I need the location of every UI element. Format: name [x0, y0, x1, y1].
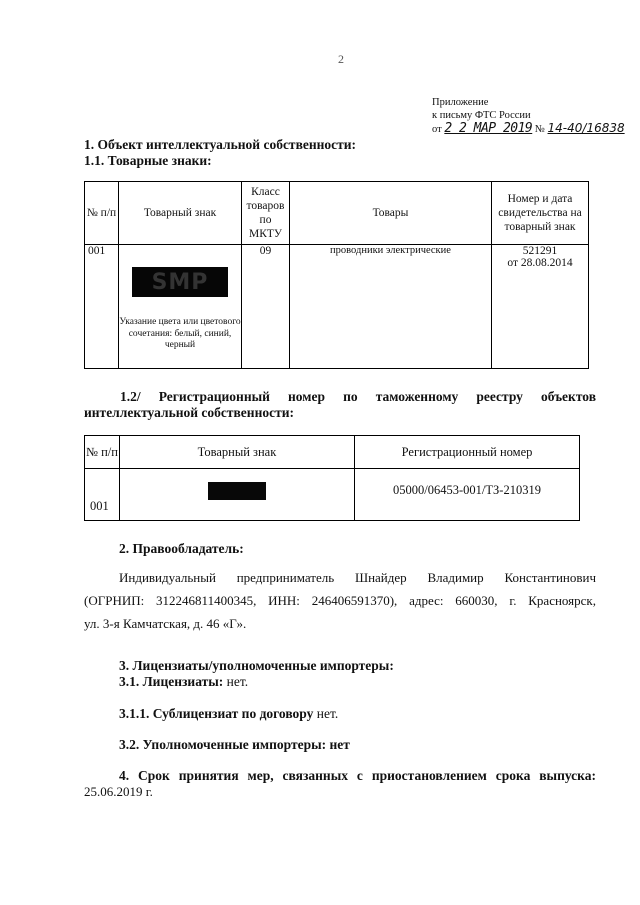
table-header-row — [85, 436, 580, 469]
section4-title: 4. Срок принятия мер, связанных с приостановлением срока выпуска: — [119, 768, 596, 783]
section12-title-line1 — [120, 389, 596, 405]
sublicensee-value: нет. — [313, 706, 339, 721]
licensees-label: 3.1. Лицензиаты: — [119, 674, 224, 689]
trademark-logo — [132, 267, 228, 297]
header-num: № п/п — [85, 182, 119, 245]
rightholder-line2: (ОГРНИП: 312246811400345, ИНН: 246406591370), адрес: 660030, г. Красноярск, — [84, 593, 596, 608]
trademark-cell — [119, 245, 242, 369]
number-prefix: № — [534, 124, 545, 135]
trademarks-table — [84, 181, 589, 369]
certificate-cell — [492, 245, 589, 369]
licensees-value: нет. — [223, 674, 249, 689]
header-certificate: Номер и дата свидетельства на товарный знак — [492, 182, 589, 245]
row-num: 001 — [85, 469, 120, 521]
certificate-date: от 28.08.2014 — [507, 257, 573, 269]
letter-number: 14-40/16838 — [547, 121, 625, 135]
appendix-title: Приложение — [432, 97, 489, 108]
section4-date: 25.06.2019 г. — [84, 784, 153, 799]
header-goods: Товары — [290, 182, 492, 245]
sublicensee-label: 3.1.1. Сублицензиат по договору — [119, 706, 314, 721]
table-header-row — [85, 182, 589, 245]
row-num: 001 — [85, 245, 119, 369]
rightholder-line3: ул. 3-я Камчатская, д. 46 «Г». — [84, 616, 247, 631]
rightholder-text — [84, 566, 596, 635]
header-trademark: Товарный знак — [120, 436, 355, 469]
date-stamp: 2 2 МАР 2019 — [444, 121, 533, 136]
importers-line — [119, 737, 350, 753]
appendix-letter-ref: к письму ФТС России — [432, 110, 531, 121]
section2-title: 2. Правообладатель: — [119, 541, 244, 556]
section12-title-text: 1.2/ Регистрационный номер по таможенному реестру объектов — [120, 389, 596, 404]
class-cell: 09 — [242, 245, 290, 369]
reg-number-cell: 05000/06453-001/ТЗ-210319 — [355, 469, 580, 521]
section12-title — [84, 389, 596, 405]
licensees-line — [119, 674, 248, 690]
trademark-cell — [120, 469, 355, 521]
table-row — [85, 245, 589, 369]
header-class: Класс товаров по МКТУ — [242, 182, 290, 245]
sublicensee-line — [119, 706, 338, 722]
header-trademark: Товарный знак — [119, 182, 242, 245]
trademark-image — [208, 482, 266, 500]
trademark-logo-text: SMP — [151, 269, 209, 295]
section12-title-line2: интеллектуальной собственности: — [84, 405, 294, 420]
goods-cell: проводники электрические — [290, 245, 492, 369]
certificate-number: 521291 — [522, 245, 558, 257]
section1-subtitle: 1.1. Товарные знаки: — [84, 153, 212, 168]
importers-value: нет — [326, 737, 350, 752]
registry-table — [84, 435, 580, 521]
section3-title: 3. Лицензиаты/уполномоченные импортеры: — [119, 658, 394, 673]
importers-label: 3.2. Уполномоченные импортеры: — [119, 737, 327, 752]
header-reg-number: Регистрационный номер — [355, 436, 580, 469]
page-number: 2 — [338, 52, 344, 66]
header-num: № п/п — [85, 436, 120, 469]
appendix-date-line — [432, 122, 625, 136]
appendix-header — [432, 96, 625, 136]
section1-title: 1. Объект интеллектуальной собственности: — [84, 137, 357, 152]
table-row — [85, 469, 580, 521]
trademark-color-note: Указание цвета или цветового сочетания: белый, синий, черный — [119, 317, 241, 350]
rightholder-line1: Индивидуальный предприниматель Шнайдер Владимир Константинович — [119, 570, 596, 585]
section4 — [84, 768, 596, 800]
date-prefix: от — [432, 124, 442, 135]
